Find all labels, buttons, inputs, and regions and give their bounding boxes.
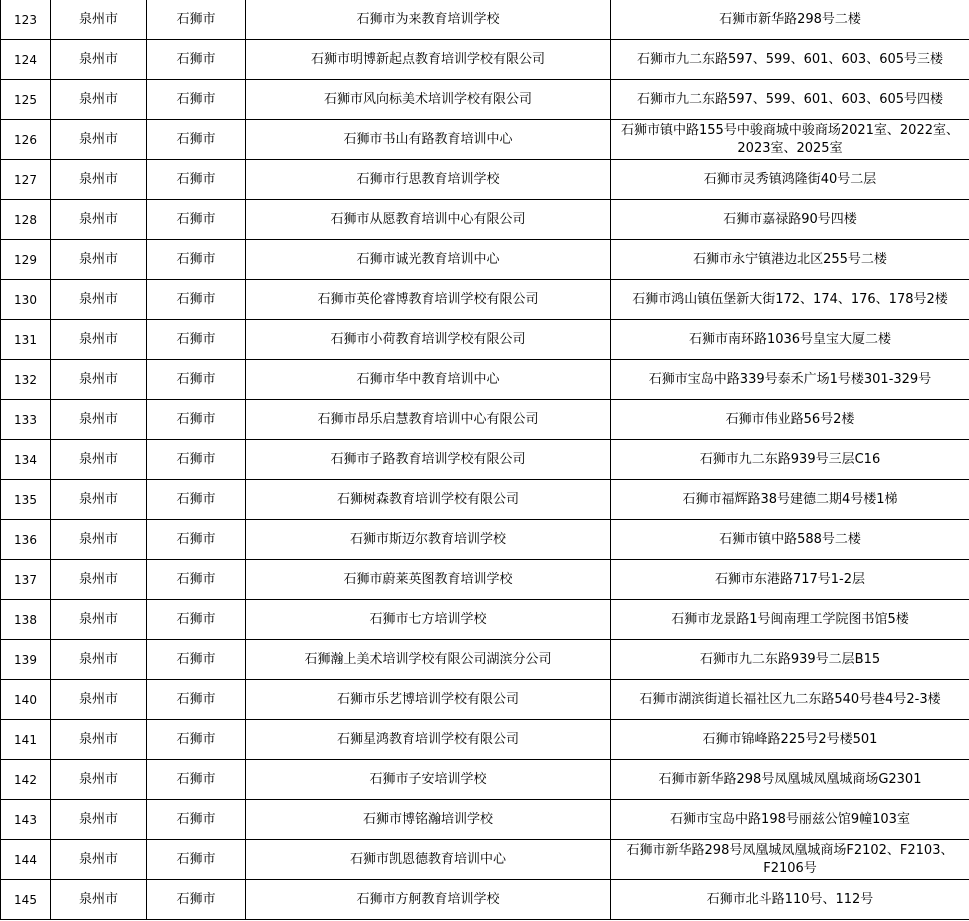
city-cell: 泉州市 <box>51 720 147 760</box>
institution-name-cell: 石狮市英伦睿博教育培训学校有限公司 <box>246 280 611 320</box>
city-cell: 泉州市 <box>51 320 147 360</box>
city-cell: 泉州市 <box>51 640 147 680</box>
institution-name-cell: 石狮市凯恩德教育培训中心 <box>246 840 611 880</box>
table-row <box>1 80 969 120</box>
address-cell: 石狮市嘉禄路90号四楼 <box>611 200 969 240</box>
table-row <box>1 0 969 40</box>
row-number-cell: 136 <box>1 520 51 560</box>
table-row <box>1 640 969 680</box>
institution-name-cell: 石狮市方舸教育培训学校 <box>246 880 611 920</box>
table-row <box>1 400 969 440</box>
county-cell: 石狮市 <box>147 480 246 520</box>
county-cell: 石狮市 <box>147 240 246 280</box>
row-number-cell: 145 <box>1 880 51 920</box>
city-cell: 泉州市 <box>51 160 147 200</box>
institution-name-cell: 石狮市华中教育培训中心 <box>246 360 611 400</box>
city-cell: 泉州市 <box>51 0 147 40</box>
row-number-cell: 125 <box>1 80 51 120</box>
address-cell: 石狮市新华路298号凤凰城凤凰城商场F2102、F2103、F2106号 <box>611 840 969 880</box>
row-number-cell: 142 <box>1 760 51 800</box>
county-cell: 石狮市 <box>147 640 246 680</box>
county-cell: 石狮市 <box>147 40 246 80</box>
address-cell: 石狮市九二东路597、599、601、603、605号四楼 <box>611 80 969 120</box>
row-number-cell: 124 <box>1 40 51 80</box>
address-cell: 石狮市灵秀镇鸿隆街40号二层 <box>611 160 969 200</box>
row-number-cell: 127 <box>1 160 51 200</box>
city-cell: 泉州市 <box>51 680 147 720</box>
table-row <box>1 160 969 200</box>
address-cell: 石狮市镇中路155号中骏商城中骏商场2021室、2022室、2023室、2025室 <box>611 120 969 160</box>
county-cell: 石狮市 <box>147 880 246 920</box>
county-cell: 石狮市 <box>147 840 246 880</box>
institution-name-cell: 石狮树森教育培训学校有限公司 <box>246 480 611 520</box>
institution-name-cell: 石狮市为来教育培训学校 <box>246 0 611 40</box>
city-cell: 泉州市 <box>51 200 147 240</box>
county-cell: 石狮市 <box>147 440 246 480</box>
row-number-cell: 123 <box>1 0 51 40</box>
city-cell: 泉州市 <box>51 560 147 600</box>
city-cell: 泉州市 <box>51 280 147 320</box>
institution-name-cell: 石狮市子路教育培训学校有限公司 <box>246 440 611 480</box>
address-cell: 石狮市九二东路939号二层B15 <box>611 640 969 680</box>
county-cell: 石狮市 <box>147 160 246 200</box>
institution-name-cell: 石狮市蔚莱英图教育培训学校 <box>246 560 611 600</box>
address-cell: 石狮市鸿山镇伍堡新大街172、174、176、178号2楼 <box>611 280 969 320</box>
row-number-cell: 133 <box>1 400 51 440</box>
county-cell: 石狮市 <box>147 560 246 600</box>
institution-name-cell: 石狮市乐艺博培训学校有限公司 <box>246 680 611 720</box>
table-row <box>1 120 969 160</box>
address-cell: 石狮市锦峰路225号2号楼501 <box>611 720 969 760</box>
address-cell: 石狮市永宁镇港边北区255号二楼 <box>611 240 969 280</box>
address-cell: 石狮市龙景路1号闽南理工学院图书馆5楼 <box>611 600 969 640</box>
city-cell: 泉州市 <box>51 240 147 280</box>
city-cell: 泉州市 <box>51 80 147 120</box>
table-row <box>1 520 969 560</box>
row-number-cell: 135 <box>1 480 51 520</box>
table-row <box>1 720 969 760</box>
table-row <box>1 560 969 600</box>
address-cell: 石狮市新华路298号二楼 <box>611 0 969 40</box>
city-cell: 泉州市 <box>51 480 147 520</box>
institution-name-cell: 石狮市从愿教育培训中心有限公司 <box>246 200 611 240</box>
city-cell: 泉州市 <box>51 600 147 640</box>
city-cell: 泉州市 <box>51 400 147 440</box>
table-row <box>1 800 969 840</box>
address-cell: 石狮市宝岛中路339号泰禾广场1号楼301-329号 <box>611 360 969 400</box>
table-row <box>1 360 969 400</box>
address-cell: 石狮市镇中路588号二楼 <box>611 520 969 560</box>
institution-name-cell: 石狮市斯迈尔教育培训学校 <box>246 520 611 560</box>
table-row <box>1 680 969 720</box>
county-cell: 石狮市 <box>147 760 246 800</box>
table-row <box>1 440 969 480</box>
county-cell: 石狮市 <box>147 200 246 240</box>
county-cell: 石狮市 <box>147 0 246 40</box>
row-number-cell: 131 <box>1 320 51 360</box>
address-cell: 石狮市东港路717号1-2层 <box>611 560 969 600</box>
address-cell: 石狮市北斗路110号、112号 <box>611 880 969 920</box>
county-cell: 石狮市 <box>147 360 246 400</box>
institution-name-cell: 石狮瀚上美术培训学校有限公司湖滨分公司 <box>246 640 611 680</box>
city-cell: 泉州市 <box>51 440 147 480</box>
city-cell: 泉州市 <box>51 120 147 160</box>
county-cell: 石狮市 <box>147 400 246 440</box>
county-cell: 石狮市 <box>147 680 246 720</box>
row-number-cell: 132 <box>1 360 51 400</box>
city-cell: 泉州市 <box>51 360 147 400</box>
institution-name-cell: 石狮市小荷教育培训学校有限公司 <box>246 320 611 360</box>
table-row <box>1 840 969 880</box>
county-cell: 石狮市 <box>147 280 246 320</box>
address-cell: 石狮市南环路1036号皇宝大厦二楼 <box>611 320 969 360</box>
address-cell: 石狮市湖滨街道长福社区九二东路540号巷4号2-3楼 <box>611 680 969 720</box>
row-number-cell: 134 <box>1 440 51 480</box>
city-cell: 泉州市 <box>51 760 147 800</box>
county-cell: 石狮市 <box>147 600 246 640</box>
row-number-cell: 139 <box>1 640 51 680</box>
institution-name-cell: 石狮市明博新起点教育培训学校有限公司 <box>246 40 611 80</box>
address-cell: 石狮市福辉路38号建德二期4号楼1梯 <box>611 480 969 520</box>
institution-name-cell: 石狮市博铭瀚培训学校 <box>246 800 611 840</box>
table-row <box>1 480 969 520</box>
city-cell: 泉州市 <box>51 520 147 560</box>
row-number-cell: 129 <box>1 240 51 280</box>
registry-table-body <box>1 0 969 920</box>
table-row <box>1 600 969 640</box>
county-cell: 石狮市 <box>147 120 246 160</box>
city-cell: 泉州市 <box>51 880 147 920</box>
county-cell: 石狮市 <box>147 520 246 560</box>
table-row <box>1 40 969 80</box>
county-cell: 石狮市 <box>147 80 246 120</box>
table-row <box>1 240 969 280</box>
county-cell: 石狮市 <box>147 800 246 840</box>
table-row <box>1 880 969 920</box>
row-number-cell: 137 <box>1 560 51 600</box>
institution-name-cell: 石狮市书山有路教育培训中心 <box>246 120 611 160</box>
table-row <box>1 320 969 360</box>
institution-name-cell: 石狮市七方培训学校 <box>246 600 611 640</box>
address-cell: 石狮市宝岛中路198号丽兹公馆9幢103室 <box>611 800 969 840</box>
row-number-cell: 143 <box>1 800 51 840</box>
address-cell: 石狮市伟业路56号2楼 <box>611 400 969 440</box>
institution-name-cell: 石狮市昂乐启慧教育培训中心有限公司 <box>246 400 611 440</box>
institution-name-cell: 石狮市诚光教育培训中心 <box>246 240 611 280</box>
row-number-cell: 141 <box>1 720 51 760</box>
row-number-cell: 138 <box>1 600 51 640</box>
row-number-cell: 130 <box>1 280 51 320</box>
institution-name-cell: 石狮市风向标美术培训学校有限公司 <box>246 80 611 120</box>
address-cell: 石狮市九二东路939号三层C16 <box>611 440 969 480</box>
table-row <box>1 280 969 320</box>
institution-name-cell: 石狮市子安培训学校 <box>246 760 611 800</box>
row-number-cell: 128 <box>1 200 51 240</box>
institution-name-cell: 石狮市行思教育培训学校 <box>246 160 611 200</box>
address-cell: 石狮市九二东路597、599、601、603、605号三楼 <box>611 40 969 80</box>
city-cell: 泉州市 <box>51 840 147 880</box>
table-row <box>1 760 969 800</box>
address-cell: 石狮市新华路298号凤凰城凤凰城商场G2301 <box>611 760 969 800</box>
row-number-cell: 126 <box>1 120 51 160</box>
row-number-cell: 140 <box>1 680 51 720</box>
city-cell: 泉州市 <box>51 40 147 80</box>
county-cell: 石狮市 <box>147 720 246 760</box>
institution-name-cell: 石狮星鸿教育培训学校有限公司 <box>246 720 611 760</box>
table-row <box>1 200 969 240</box>
city-cell: 泉州市 <box>51 800 147 840</box>
county-cell: 石狮市 <box>147 320 246 360</box>
row-number-cell: 144 <box>1 840 51 880</box>
